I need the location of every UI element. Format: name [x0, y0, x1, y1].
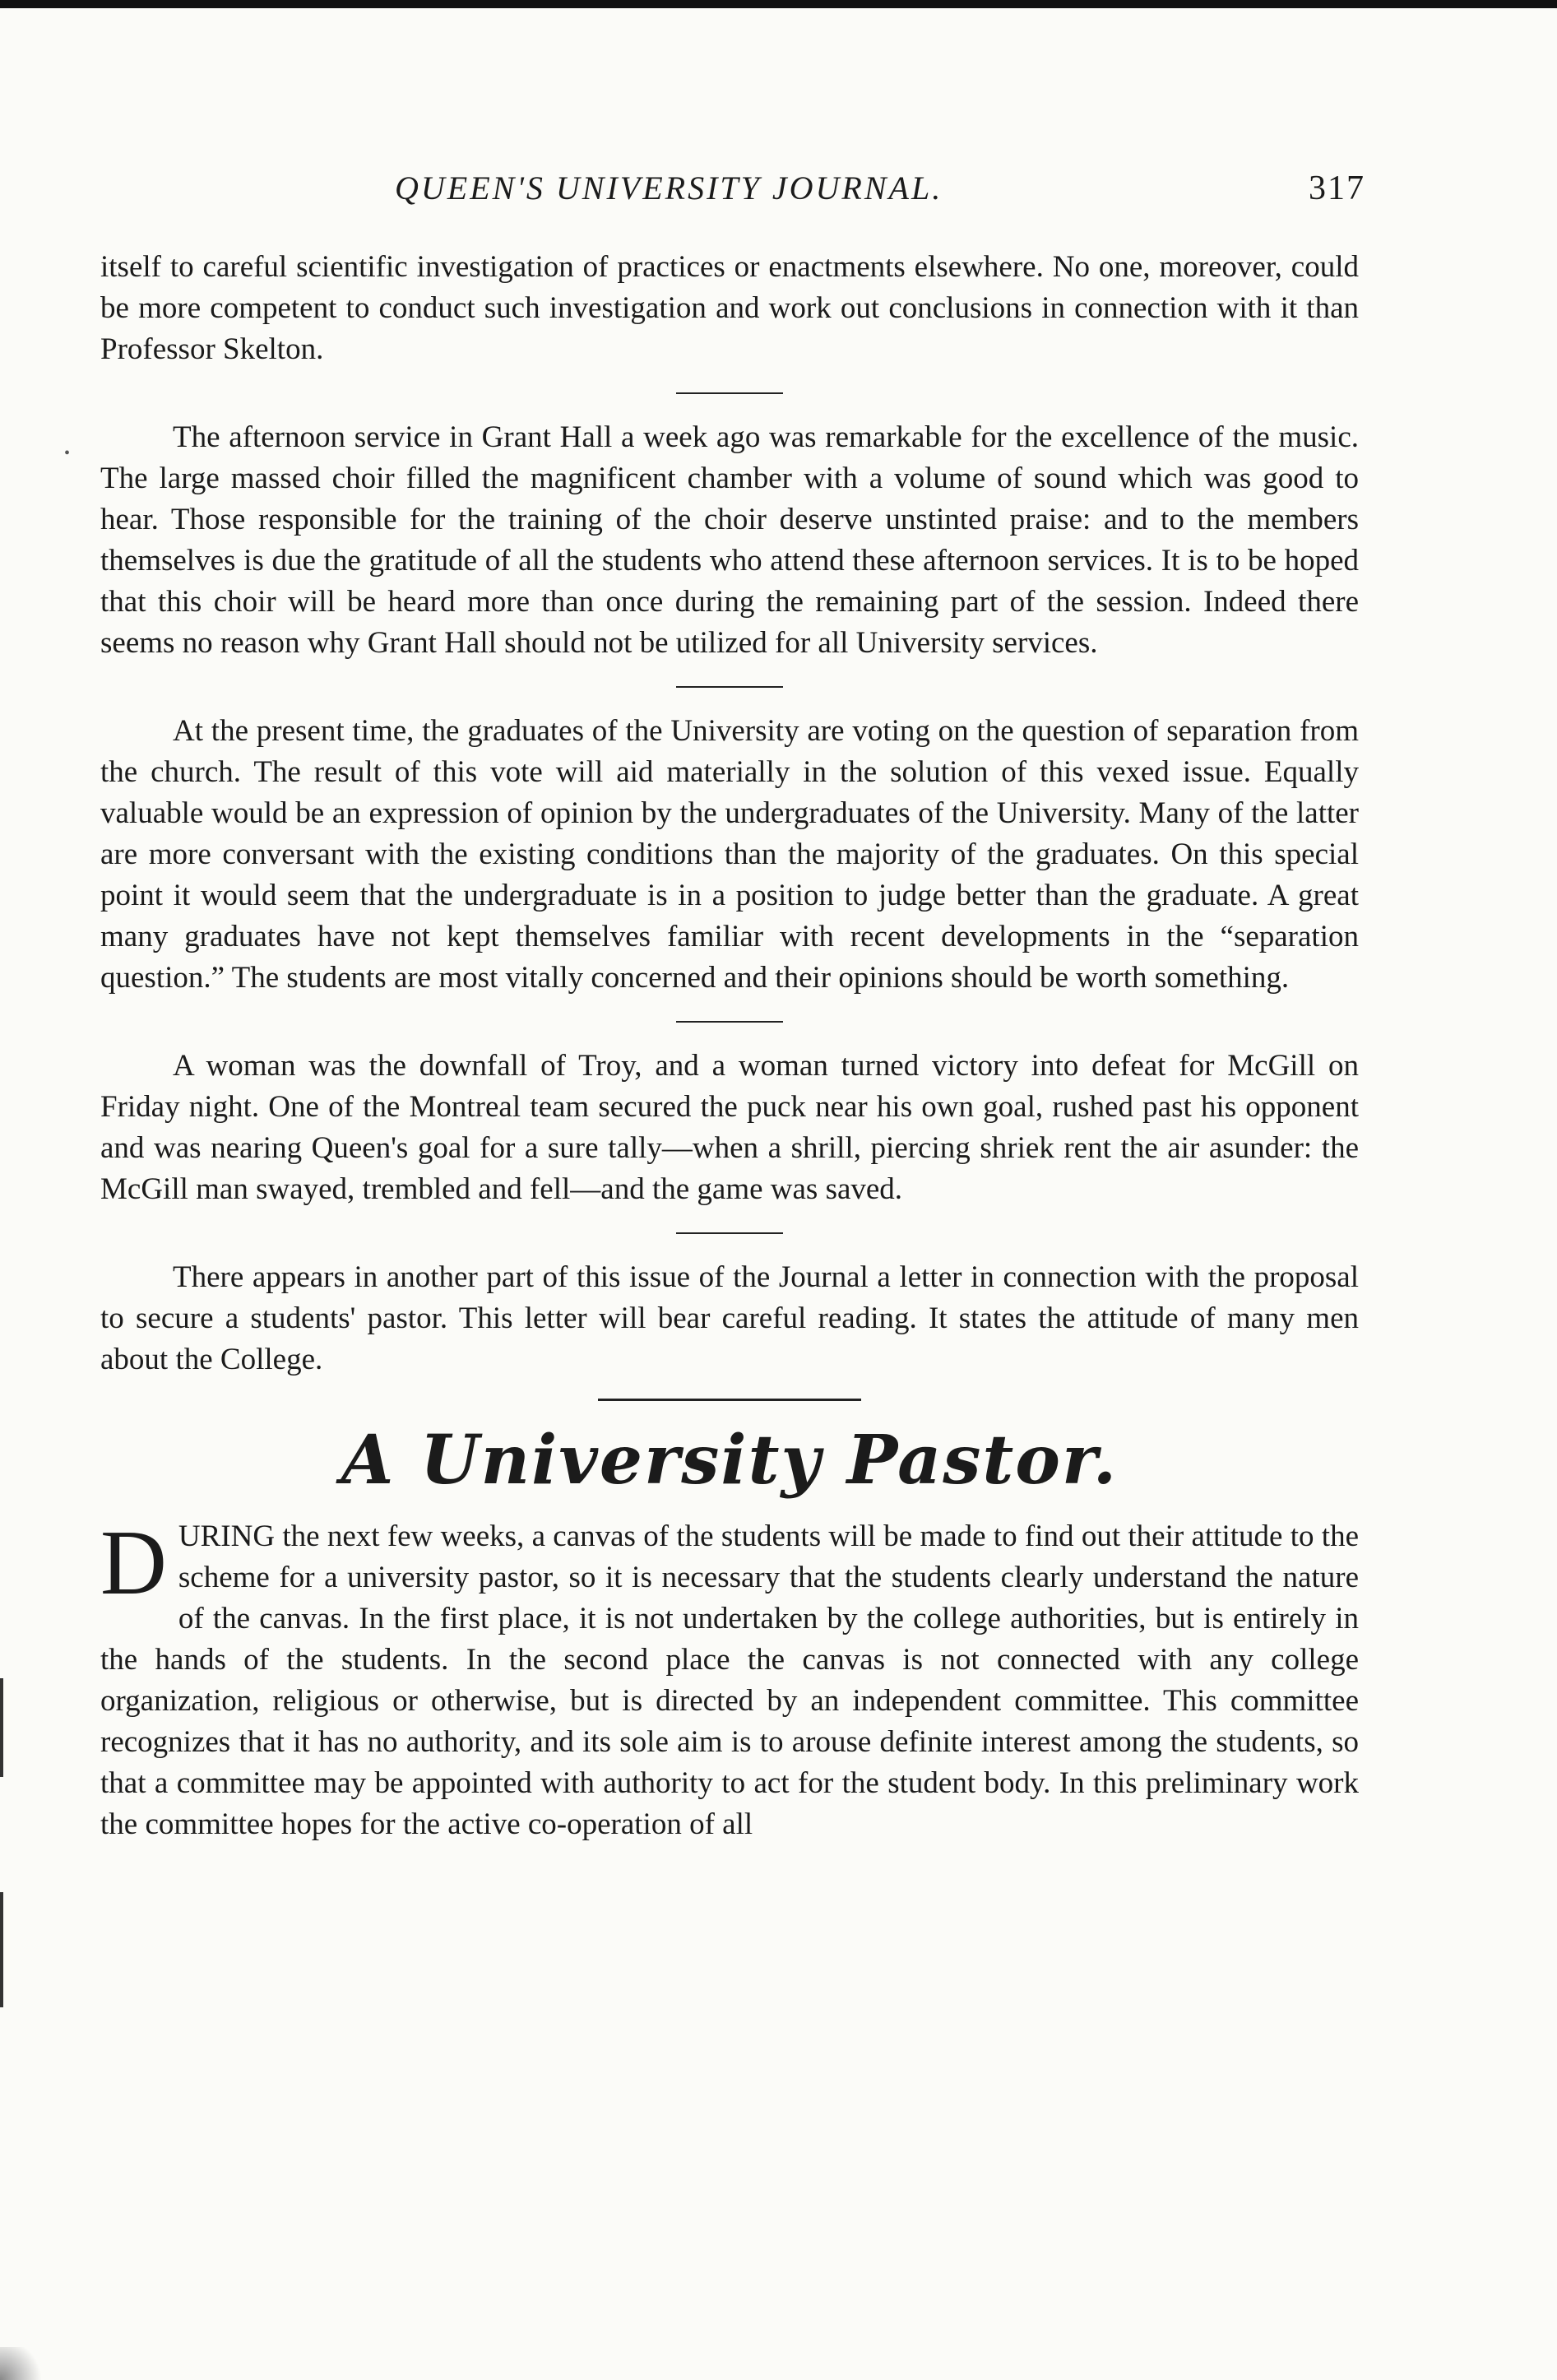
section-divider: [676, 686, 783, 688]
paragraph: At the present time, the graduates of the University are voting on the question of separation from the church. The result of this vote will aid materially in the solution of this vexed issue. Equally valuable would be an expression of opinion by the undergraduates of the University. Many of the latter are more conversant with the existing conditions than the majority of the graduates. On this special point it would seem that the undergraduate is in a position to judge better than the graduate. A great many graduates have not kept themselves familiar with recent developments in the “separation question.” The students are most vitally concerned and their opinions should be worth something.: [100, 714, 1359, 995]
drop-cap: D: [100, 1512, 167, 1614]
margin-dot: •: [64, 444, 71, 462]
page-number: 317: [1309, 169, 1365, 207]
paragraph: A woman was the downfall of Troy, and a woman turned victory into defeat for McGill on Friday night. One of the Montreal team secured the puck near his own goal, rushed past his opponent and was nearing Queen's goal for a sure tally—when a shrill, piercing shriek rent the air asunder: the McGill man swayed, trembled and fell—and the game was saved.: [100, 1049, 1359, 1206]
article-body-text: URING the next few weeks, a canvas of the students will be made to find out their attitude to the scheme for a university pastor, so it is necessary that the students clearly understand the nature of the canvas. In the first place, it is not undertaken by the college authorities, but is entirely in the hands of the students. In the second place the canvas is not connected with any college organization, religious or otherwise, but is directed by an independent committee. This committee recognizes that it has no authority, and its sole aim is to arouse definite interest among the students, so that a committee may be appointed with authority to act for the student body. In this preliminary work the committee hopes for the active co-operation of all: [100, 1519, 1359, 1841]
article-divider: [598, 1399, 861, 1401]
journal-title: QUEEN'S UNIVERSITY JOURNAL.: [395, 169, 943, 206]
text-column: [100, 247, 1359, 1845]
article-body: [100, 1512, 1359, 1845]
left-edge-mark: [0, 1678, 3, 1777]
section-divider: [676, 1232, 783, 1234]
article-title: A University Pastor.: [341, 1421, 1119, 1500]
corner-smudge: [0, 2347, 49, 2380]
left-edge-mark: [0, 1892, 3, 2007]
paragraph: There appears in another part of this issue of the Journal a letter in connection with the proposal to secure a students' pastor. This letter will bear careful reading. It states the attitude of many men about the College.: [100, 1260, 1359, 1376]
paragraph: itself to careful scientific investigation of practices or enactments elsewhere. No one, moreover, could be more competent to conduct such investigation and work out conclusions in connection with it than Professor Skelton.: [100, 250, 1359, 366]
top-border-rule: [0, 0, 1557, 8]
section-divider: [676, 392, 783, 394]
section-divider: [676, 1021, 783, 1023]
paragraph: The afternoon service in Grant Hall a week ago was remarkable for the excellence of the music. The large massed choir filled the magnificent chamber with a volume of sound which was good to hear. Those responsible for the training of the choir deserve unstinted praise: and to the members themselves is due the gratitude of all the students who attend these afternoon services. It is to be hoped that this choir will be heard more than once during the remaining part of the session. Indeed there seems no reason why Grant Hall should not be utilized for all University services.: [100, 420, 1359, 660]
page-header: [395, 169, 1365, 226]
